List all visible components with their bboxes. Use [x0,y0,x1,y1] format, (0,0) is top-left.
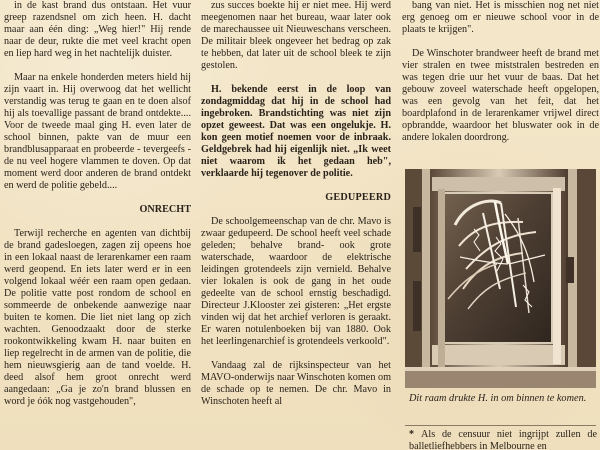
left-paragraph-1: in de kast brand dus ontstaan. Het vuur greep razendsnel om zich heen. H. dacht maar aan één ding: „Weg hier!" Hij rende naar de deur, rukte die met veel kracht open en liep hard weg in het nachtelijk duister. [4,0,191,59]
right-column [402,0,599,144]
left-gap-2 [4,192,191,204]
left-paragraph-2: Maar na enkele honderden meters hield hij zijn vaart in. Hij overwoog dat het wellicht verstandig was terug te gaan en te doen alsof hij als toevallige passant de brand ontdekte.... Voor de tweede maal ging H. even later de school binnen, pakte van de muur een brandblusapparaat en probeerde - tevergeefs - de nu veel hogere vlammen te doven. Op dat moment werd door anderen de brand ontdekt en werd de politie gebeld.... [4,72,191,191]
middle-paragraph-1: zus succes boekte hij er niet mee. Hij werd meegenomen naar het bureau, waar later ook de marechaussee uit Nieuweschans verscheen. De militair bleek ongeveer het bedrag op zak te hebben, dat later uit de school bleek te zijn gestolen. [201,0,391,71]
middle-paragraph-2: H. bekende eerst in de loop van zondagmiddag dat hij in de school had ingebroken. Brandstichting was niet zijn opzet geweest. Dat was een ongelukje. H. kon geen motief noemen voor de inbraak. Geldgebrek had hij eigenlijk niet. „Ik weet niet waarom ik het gedaan heb", verklaarde hij tegenover de politie. [201,84,391,179]
right-gap-1 [402,36,599,48]
caption-divider [405,425,596,426]
left-column [4,0,191,408]
left-gap-3 [4,216,191,228]
middle-gap-1 [201,72,391,84]
window-photo-image [405,169,596,388]
middle-paragraph-4: Vandaag zal de rijksinspecteur van het MAVO-onderwijs naar Winschoten komen om de schade op te nemen. De chr. Mavo in Winschoten heeft al [201,360,391,407]
middle-gap-3 [201,204,391,216]
photo-caption: Dit raam drukte H. in om binnen te komen. [409,393,587,404]
window-photo [405,169,596,388]
left-gap-1 [4,60,191,72]
footnote-text: Als de censuur niet ingrijpt zullen de balletliefhebbers in Melbourne en [409,429,597,450]
middle-paragraph-3: De schoolgemeenschap van de chr. Mavo is zwaar gedupeerd. De school heeft veel schade geleden; behalve brand- ook grote waterschade, waardoor de elektrische leidingen grotendeels zijn vernield. Behalve vier lokalen is ook de gang in het oude gedeelte van de school ernstig beschadigd. Directeur J.Klooster zei gisteren: „Het ergste vinden wij dat het archief verloren is geraakt. Er waren notulenboeken bij van 1880. Ook het leerlingenarchief is grotendeels verkoold". [201,216,391,347]
footnote [409,429,597,450]
right-paragraph-2: De Winschoter brandweer heeft de brand met vier stralen en twee miststralen bestreden en was tegen drie uur het vuur de baas. Dat het gebouw zoveel waterschade heeft opgelopen, was een gevolg van het feit, dat het boardplafond in de lerarenkamer vrijwel direct opbrandde, waardoor het bluswater ook in de andere lokalen doordrong. [402,48,599,143]
middle-gap-2 [201,180,391,192]
footnote-star: * [409,429,415,440]
right-paragraph-1: bang van niet. Het is misschien nog net niet erg genoeg om er nieuwe school voor in de plaats te krijgen". [402,0,599,35]
middle-column [201,0,391,408]
section-heading-onrecht: ONRECHT [139,204,191,215]
section-heading-gedupeerd: GEDUPEERD [325,192,391,203]
left-paragraph-3: Terwijl recherche en agenten van dichtbij de brand gadesloegen, zagen zij opeens hoe in een lokaal naast de lerarenkamer een raam werd geopend. En iets later werd er in een volgend lokaal wéér een raam open gedaan. De politie vatte post rondom de school en sommeerde de onbekende aanwezige naar buiten te komen. Die liet niet lang op zich wachten. Genoodzaakt door de sterke rookontwikkeling kwam H. naar buiten en liep regelrecht in de armen van de politie, die hem nieuwsgierig aan de tand voelde. H. deed alsof hem groot onrecht werd aangedaan: „Ga je zo'n brand blussen en word je óók nog vastgehouden", [4,228,191,407]
middle-gap-4 [201,348,391,360]
